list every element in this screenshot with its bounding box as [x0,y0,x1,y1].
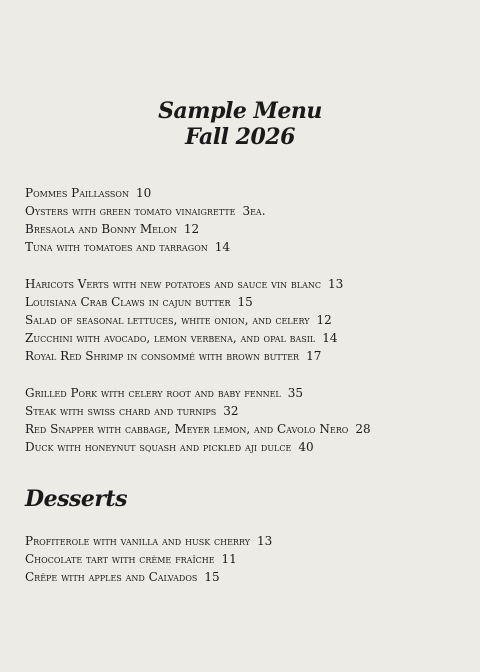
item-name: Tuna with tomatoes and tarragon [25,240,208,254]
menu-item [25,202,465,220]
menu-item [25,238,465,256]
menu-item [25,293,465,311]
item-price: 14 [214,240,231,254]
menu-section-starters [25,184,465,256]
item-name: Profiterole with vanilla and husk cherry [25,534,251,548]
menu-item [25,329,465,347]
menu-item [25,420,465,438]
item-price: 40 [298,440,314,454]
menu-section-mains [25,384,465,456]
item-price: 13 [257,534,273,548]
menu-subtitle: Fall 2026 [185,124,295,150]
menu-item [25,220,465,238]
menu-section-vegetables [25,275,465,365]
item-price: 14 [322,331,338,345]
item-name: Red Snapper with cabbage, Meyer lemon, and Cavolo Nero [25,422,349,436]
item-price: 28 [355,422,371,436]
item-name: Salad of seasonal lettuces, white onion, and celery [25,313,310,327]
menu-item [25,402,465,420]
item-name: Pommes Paillasson [25,186,129,200]
item-price: 15 [237,295,253,309]
menu-item [25,275,465,293]
item-price: 35 [287,386,304,400]
item-name: Oysters with green tomato vinaigrette [25,204,236,218]
item-name: Bresaola and Bonny Melon [25,222,177,236]
menu-item [25,347,465,365]
item-name: Crêpe with apples and Calvados [25,570,198,584]
item-name: Zucchini with avocado, lemon verbena, and opal basil [25,331,316,345]
item-price: 15 [204,570,220,584]
item-price: 12 [183,222,200,236]
item-name: Chocolate tart with crème fraîche [25,552,215,566]
item-name: Haricots Verts with new potatoes and sauce vin blanc [25,277,321,291]
item-price: 13 [327,277,344,291]
menu-section-desserts [25,532,465,586]
menu-item [25,384,465,402]
item-name: Steak with swiss chard and turnips [25,404,217,418]
menu-item [25,568,465,586]
item-price: 12 [316,313,332,327]
item-name: Grilled Pork with celery root and baby fennel [25,386,281,400]
item-price: 11 [221,552,237,566]
desserts-heading: Desserts [25,486,127,512]
menu-item [25,311,465,329]
item-price: 3ea. [242,204,266,218]
item-name: Louisiana Crab Claws in cajun butter [25,295,231,309]
item-price: 17 [306,349,322,363]
item-name: Royal Red Shrimp in consommé with brown butter [25,349,300,363]
item-price: 32 [223,404,239,418]
menu-title: Sample Menu [158,98,322,124]
menu-item [25,438,465,456]
item-price: 10 [135,186,152,200]
menu-item [25,184,465,202]
menu-item [25,532,465,550]
menu-item [25,550,465,568]
item-name: Duck with honeynut squash and pickled aji dulce [25,440,292,454]
